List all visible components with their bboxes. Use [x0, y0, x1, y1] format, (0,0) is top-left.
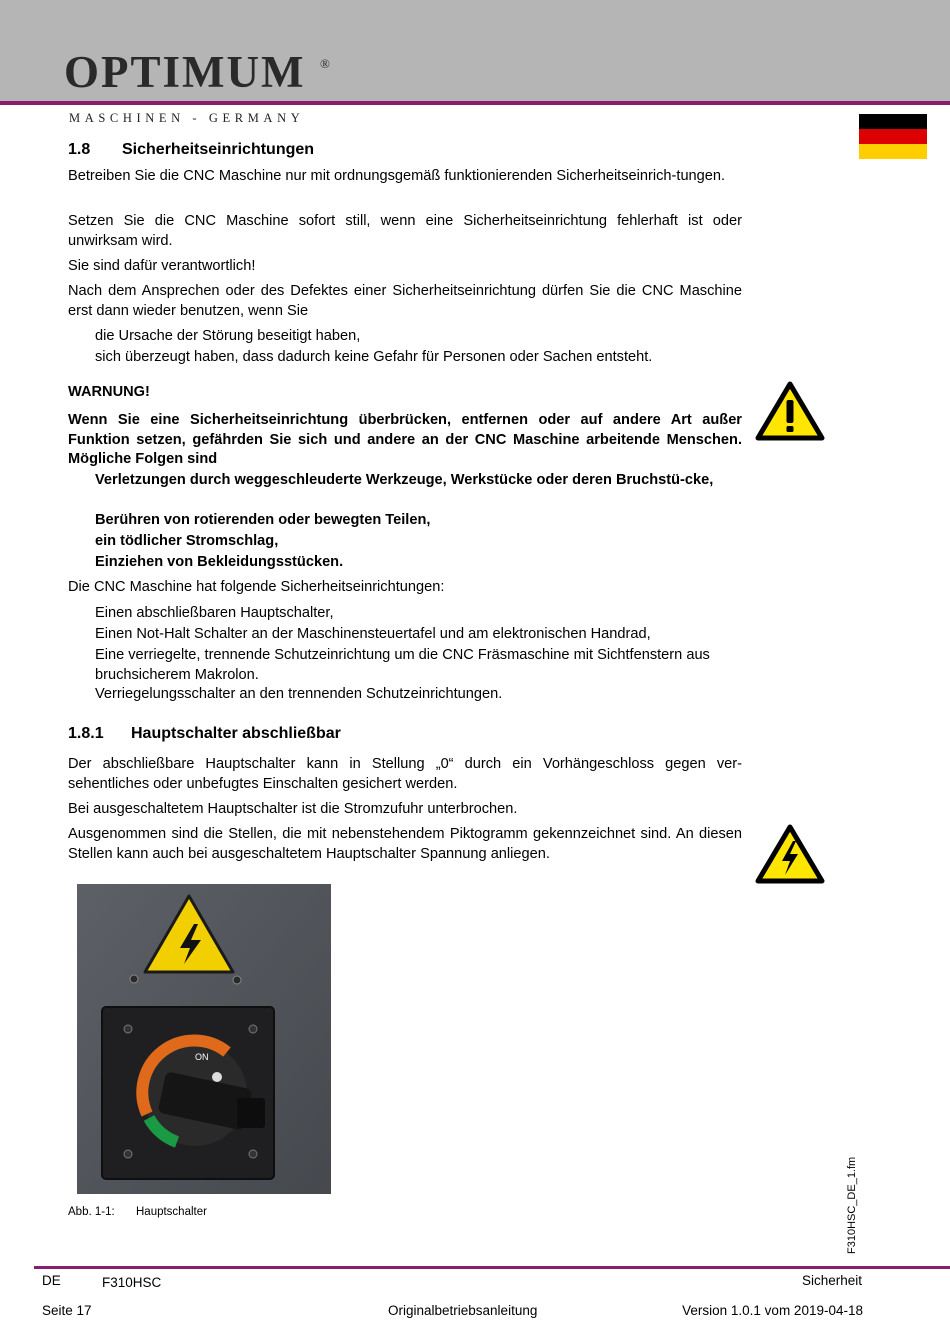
flag-stripe-black [859, 114, 927, 129]
footer-section: Sicherheit [801, 1273, 862, 1288]
footer-document-type: Originalbetriebsanleitung [388, 1303, 538, 1318]
warning-title: WARNUNG! [68, 384, 150, 400]
electrical-hazard-icon [755, 824, 825, 884]
registered-mark: ® [320, 56, 330, 71]
header-rule [0, 101, 950, 105]
footer-version: Version 1.0.1 vom 2019-04-18 [682, 1303, 863, 1318]
paragraph-power-cut: Bei ausgeschaltetem Hauptschalter ist die Stromzufuhr unterbrochen. [68, 801, 518, 817]
section-heading [68, 141, 314, 159]
flag-stripe-red [859, 129, 927, 144]
list-item: Einen Not-Halt Schalter an der Maschinensteuertafel und am elektronischen Handrad, [95, 626, 651, 642]
list-item: sich überzeugt haben, dass dadurch keine Gefahr für Personen oder Sachen entsteht. [95, 349, 653, 365]
list-item: Verriegelungsschalter an den trennenden Schutzeinrichtungen. [95, 686, 503, 702]
figure-label: Abb. 1-1: [68, 1206, 115, 1218]
subsection-heading [68, 725, 341, 743]
paragraph-shutdown: Setzen Sie die CNC Maschine sofort still, wenn eine Sicherheitseinrichtung fehlerhaft ist oder unwirksam wird. [68, 213, 742, 249]
list-item: die Ursache der Störung beseitigt haben, [95, 328, 361, 344]
list-item: Eine verriegelte, trennende Schutzeinrichtung um die CNC Fräsmaschine mit Sichtfenstern aus bruchsicherem Makrolon. [95, 647, 710, 683]
flag-stripe-gold [859, 144, 927, 159]
general-warning-icon [755, 381, 825, 441]
subsection-number: 1.8.1 [68, 725, 104, 742]
section-title: Sicherheitseinrichtungen [122, 141, 315, 158]
section-number: 1.8 [68, 141, 91, 158]
footer-model: F310HSC [102, 1275, 162, 1290]
list-item: Berühren von rotierenden oder bewegten Teilen, [95, 512, 431, 528]
list-item: ein tödlicher Stromschlag, [95, 533, 279, 549]
footer-language: DE [42, 1273, 61, 1288]
footer-rule [34, 1266, 950, 1269]
paragraph-restart: Nach dem Ansprechen oder des Defektes einer Sicherheitseinrichtung dürfen Sie die CNC Maschine erst dann wieder benutzen, wenn Sie [68, 283, 742, 319]
switch-on-label: ON [195, 1052, 209, 1062]
subsection-title: Hauptschalter abschließbar [131, 725, 341, 742]
brand-logo: OPTIMUM [64, 47, 306, 97]
german-flag-icon [859, 114, 927, 159]
paragraph-lockable-switch: Der abschließbare Hauptschalter kann in Stellung „0“ durch ein Vorhängeschloss gegen ver-sehentliches oder unbefugtes Einschalten gesichert werden. [68, 756, 742, 792]
paragraph-intro: Betreiben Sie die CNC Maschine nur mit ordnungsgemäß funktionierenden Sicherheitseinrich-tungen. [68, 168, 726, 184]
list-item: Verletzungen durch weggeschleuderte Werkzeuge, Werkstücke oder deren Bruchstü-cke, [95, 472, 714, 488]
warning-text: Wenn Sie eine Sicherheitseinrichtung überbrücken, entfernen oder auf andere Art außer Funktion setzen, gefährden Sie sich und andere an der CNC Maschine arbeitende Menschen. Mögliche Folgen sind [68, 412, 742, 467]
list-item: Einziehen von Bekleidungsstücken. [95, 554, 344, 570]
footer-page-number: Seite 17 [42, 1303, 92, 1318]
paragraph-responsibility: Sie sind dafür verantwortlich! [68, 258, 256, 274]
paragraph-safety-devices: Die CNC Maschine hat folgende Sicherheitseinrichtungen: [68, 579, 445, 595]
side-file-name: F310HSC_DE_1.fm [846, 1156, 858, 1254]
figure-caption: Hauptschalter [136, 1206, 207, 1218]
brand-tagline: MASCHINEN - GERMANY [69, 111, 305, 125]
main-switch-photo [77, 884, 331, 1194]
list-item: Einen abschließbaren Hauptschalter, [95, 605, 334, 621]
paragraph-exceptions: Ausgenommen sind die Stellen, die mit nebenstehendem Piktogramm gekennzeichnet sind. An diesen Stellen kann auch bei ausgeschaltetem Hauptschalter Spannung anliegen. [68, 826, 742, 862]
